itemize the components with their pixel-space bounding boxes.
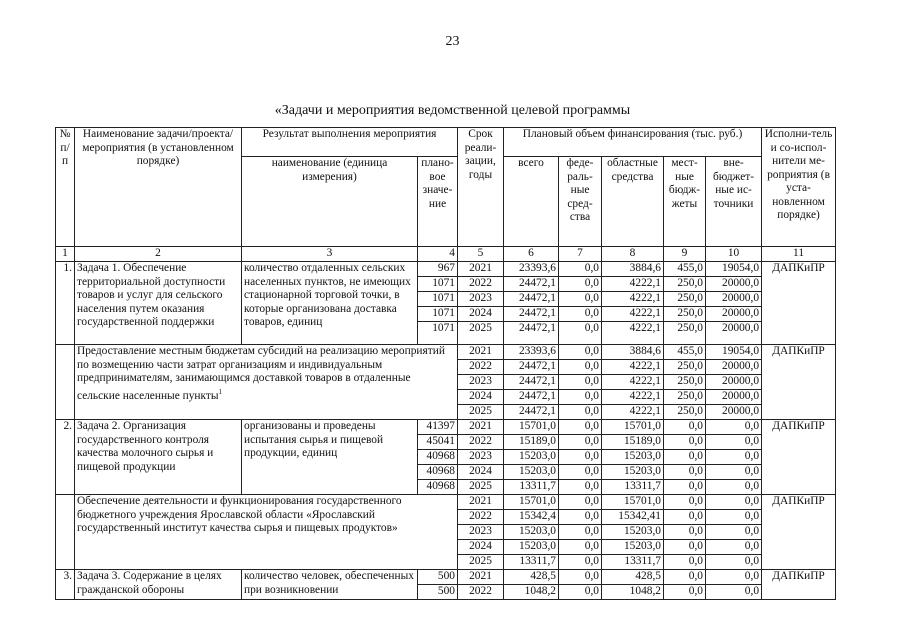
regional: 3884,6 [602,262,664,277]
extrabudget: 20000,0 [706,322,762,345]
regional: 15203,0 [602,465,664,480]
total: 24472,1 [504,322,559,345]
regional: 4222,1 [602,292,664,307]
task-number: 2. [56,420,75,495]
task-number: 1. [56,262,75,345]
header-col-term: Срок реали-зации, годы [458,128,504,247]
plan-value: 45041 [418,435,458,450]
local: 0,0 [664,465,706,480]
local: 250,0 [664,307,706,322]
regional: 4222,1 [602,405,664,420]
total: 24472,1 [504,405,559,420]
table-row [56,570,836,585]
local: 250,0 [664,277,706,292]
header-col-result-name: наименование (единица измерения) [242,157,418,247]
column-number: 8 [602,247,664,262]
total: 15203,0 [504,525,559,540]
task-name: Задача 3. Содержание в целях гражданской обороны [75,570,242,600]
extrabudget: 20000,0 [706,277,762,292]
extrabudget: 0,0 [706,555,762,570]
year: 2021 [458,420,504,435]
regional: 15203,0 [602,525,664,540]
column-number: 1 [56,247,75,262]
federal: 0,0 [559,307,602,322]
column-number: 6 [504,247,559,262]
regional: 13311,7 [602,555,664,570]
task-number: 3. [56,570,75,600]
header-col-number: № п/п [56,128,75,247]
federal: 0,0 [559,525,602,540]
executor: ДАПКиПР [762,495,836,570]
local: 250,0 [664,360,706,375]
column-number: 10 [706,247,762,262]
program-table [55,127,836,600]
year: 2024 [458,465,504,480]
plan-value: 40968 [418,465,458,480]
plan-value: 1071 [418,307,458,322]
extrabudget: 19054,0 [706,345,762,360]
federal: 0,0 [559,510,602,525]
year: 2022 [458,585,504,600]
extrabudget: 0,0 [706,510,762,525]
header-col-result: Результат выполнения мероприятия [242,128,458,157]
local: 0,0 [664,510,706,525]
executor: ДАПКиПР [762,345,836,420]
extrabudget: 0,0 [706,585,762,600]
plan-value: 967 [418,262,458,277]
extrabudget: 0,0 [706,450,762,465]
column-number: 3 [242,247,418,262]
spacer-cell [56,495,75,570]
year: 2021 [458,262,504,277]
total: 24472,1 [504,390,559,405]
total: 15342,4 [504,510,559,525]
plan-value: 1071 [418,292,458,307]
local: 0,0 [664,525,706,540]
total: 15203,0 [504,450,559,465]
local: 0,0 [664,570,706,585]
local: 250,0 [664,390,706,405]
regional: 1048,2 [602,585,664,600]
regional: 4222,1 [602,390,664,405]
extrabudget: 0,0 [706,570,762,585]
column-number: 9 [664,247,706,262]
extrabudget: 0,0 [706,540,762,555]
column-number: 4 [418,247,458,262]
plan-value: 1071 [418,277,458,292]
extrabudget: 20000,0 [706,292,762,307]
federal: 0,0 [559,570,602,585]
federal: 0,0 [559,420,602,435]
year: 2023 [458,450,504,465]
federal: 0,0 [559,277,602,292]
year: 2025 [458,405,504,420]
header-col-extrabudget: вне-бюджет-ные ис-точники [706,157,762,247]
year: 2024 [458,390,504,405]
executor: ДАПКиПР [762,570,836,600]
year: 2022 [458,360,504,375]
plan-value: 1071 [418,322,458,345]
extrabudget: 20000,0 [706,360,762,375]
task-result: организованы и проведены испытания сырья и пищевой продукции, единиц [242,420,418,495]
federal: 0,0 [559,585,602,600]
local: 250,0 [664,292,706,307]
extrabudget: 20000,0 [706,405,762,420]
regional: 15203,0 [602,540,664,555]
regional: 15342,41 [602,510,664,525]
federal: 0,0 [559,495,602,510]
local: 455,0 [664,262,706,277]
executor: ДАПКиПР [762,262,836,345]
local: 250,0 [664,405,706,420]
measure-name [75,345,458,420]
task-name: Задача 2. Организация государственного контроля качества молочного сырья и пищевой продукции [75,420,242,495]
extrabudget: 20000,0 [706,390,762,405]
year: 2021 [458,345,504,360]
measure-name-text: Предоставление местным бюджетам субсидий на реализацию мероприятий по возмещению части затрат организациям и индивидуальным предпринимателям, занимающимся доставкой товаров в отдаленные сельские населенные пункты [77,345,445,402]
total: 23393,6 [504,345,559,360]
regional: 15203,0 [602,450,664,465]
year: 2021 [458,570,504,585]
federal: 0,0 [559,262,602,277]
federal: 0,0 [559,322,602,345]
footnote-mark: 1 [218,387,223,396]
federal: 0,0 [559,555,602,570]
total: 24472,1 [504,360,559,375]
regional: 15701,0 [602,495,664,510]
regional: 3884,6 [602,345,664,360]
local: 0,0 [664,420,706,435]
extrabudget: 0,0 [706,525,762,540]
table-row [56,345,836,360]
table-row [56,262,836,277]
regional: 13311,7 [602,480,664,495]
header-col-local: мест-ные бюдж-жеты [664,157,706,247]
extrabudget: 0,0 [706,420,762,435]
total: 24472,1 [504,277,559,292]
regional: 4222,1 [602,277,664,292]
extrabudget: 20000,0 [706,307,762,322]
federal: 0,0 [559,480,602,495]
total: 13311,7 [504,480,559,495]
year: 2023 [458,292,504,307]
year: 2025 [458,555,504,570]
plan-value: 500 [418,570,458,585]
federal: 0,0 [559,465,602,480]
local: 250,0 [664,322,706,345]
year: 2022 [458,277,504,292]
local: 0,0 [664,585,706,600]
total: 15203,0 [504,540,559,555]
column-number: 11 [762,247,836,262]
total: 24472,1 [504,292,559,307]
year: 2023 [458,525,504,540]
federal: 0,0 [559,405,602,420]
header-col-financing: Плановый объем финансирования (тыс. руб.) [504,128,762,157]
local: 0,0 [664,480,706,495]
regional: 15701,0 [602,420,664,435]
extrabudget: 20000,0 [706,375,762,390]
header-col-total: всего [504,157,559,247]
document-title: «Задачи и мероприятия ведомственной целевой программы [274,103,631,118]
local: 250,0 [664,375,706,390]
page-number: 23 [445,34,460,49]
total: 15701,0 [504,420,559,435]
year: 2024 [458,540,504,555]
local: 0,0 [664,540,706,555]
plan-value: 500 [418,585,458,600]
spacer-cell [56,345,75,420]
local: 0,0 [664,450,706,465]
task-name: Задача 1. Обеспечение территориальной доступности товаров и услуг для сельского населения путем оказания государственной поддержки [75,262,242,345]
total: 23393,6 [504,262,559,277]
regional: 4222,1 [602,322,664,345]
total: 15203,0 [504,465,559,480]
federal: 0,0 [559,450,602,465]
federal: 0,0 [559,292,602,307]
regional: 4222,1 [602,375,664,390]
header-row-1 [56,128,836,157]
task-result: количество отдаленных сельских населенных пунктов, не имеющих стационарной торговой точки, в которые организована доставка товаров, единиц [242,262,418,345]
measure-name: Обеспечение деятельности и функционирования государственного бюджетного учреждения Ярославской области «Ярославский государственный институт качества сырья и пищевых продуктов» [75,495,458,570]
regional: 4222,1 [602,360,664,375]
federal: 0,0 [559,435,602,450]
header-col-plan-value: плано-вое значе-ние [418,157,458,247]
local: 0,0 [664,435,706,450]
year: 2023 [458,375,504,390]
plan-value: 41397 [418,420,458,435]
federal: 0,0 [559,345,602,360]
regional: 428,5 [602,570,664,585]
federal: 0,0 [559,540,602,555]
column-number: 5 [458,247,504,262]
local: 0,0 [664,555,706,570]
column-number: 7 [559,247,602,262]
extrabudget: 19054,0 [706,262,762,277]
federal: 0,0 [559,375,602,390]
extrabudget: 0,0 [706,480,762,495]
task-result: количество человек, обеспеченных при возникновении [242,570,418,600]
year: 2022 [458,510,504,525]
table-row [56,495,836,510]
local: 455,0 [664,345,706,360]
year: 2022 [458,435,504,450]
regional: 4222,1 [602,307,664,322]
total: 13311,7 [504,555,559,570]
year: 2021 [458,495,504,510]
total: 1048,2 [504,585,559,600]
plan-value: 40968 [418,480,458,495]
year: 2025 [458,322,504,345]
year: 2024 [458,307,504,322]
extrabudget: 0,0 [706,435,762,450]
header-col-regional: областные средства [602,157,664,247]
header-col-name: Наименование задачи/проекта/ мероприятия (в установленном порядке) [75,128,242,247]
header-col-federal: феде-раль-ные сред-ства [559,157,602,247]
extrabudget: 0,0 [706,465,762,480]
total: 15701,0 [504,495,559,510]
plan-value: 40968 [418,450,458,465]
year: 2025 [458,480,504,495]
total: 428,5 [504,570,559,585]
header-col-executor: Исполни-тель и со-испол-нители ме-роприятия (в уста-новленном порядке) [762,128,836,247]
column-number-row [56,247,836,262]
table-row [56,420,836,435]
total: 24472,1 [504,375,559,390]
executor: ДАПКиПР [762,420,836,495]
total: 15189,0 [504,435,559,450]
federal: 0,0 [559,360,602,375]
column-number: 2 [75,247,242,262]
federal: 0,0 [559,390,602,405]
local: 0,0 [664,495,706,510]
total: 24472,1 [504,307,559,322]
regional: 15189,0 [602,435,664,450]
extrabudget: 0,0 [706,495,762,510]
